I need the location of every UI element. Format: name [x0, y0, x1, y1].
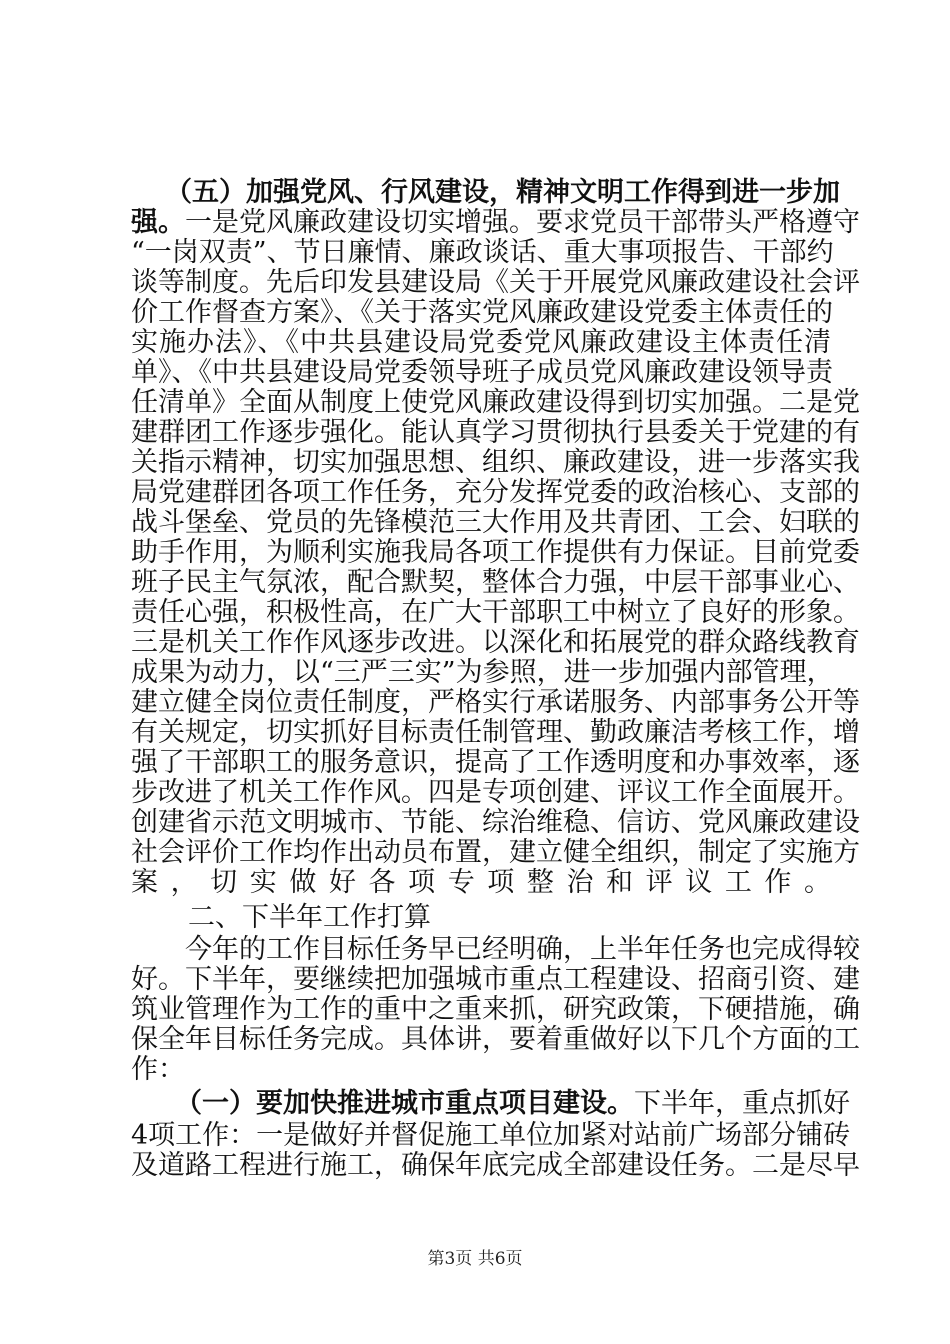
section5-line: 步改进了机关工作作风。四是专项创建、评议工作全面展开。 [131, 777, 860, 808]
item1-heading: （一）要加快推进城市重点项目建设。 [175, 1088, 634, 1119]
intro-line: 筑业管理作为工作的重中之重来抓，研究政策，下硬措施，确 [131, 994, 860, 1025]
page-number-footer: 第3页 共6页 [427, 1249, 523, 1269]
section5-line: 助手作用，为顺利实施我局各项工作提供有力保证。目前党委 [131, 537, 860, 568]
section5-line: 建立健全岗位责任制度，严格实行承诺服务、内部事务公开等 [131, 687, 860, 718]
section5-line: 班子民主气氛浓，配合默契，整体合力强，中层干部事业心、 [131, 567, 860, 598]
section5-text: 一是党风廉政建设切实增强。要求党员干部带头严格遵守 [185, 207, 860, 238]
section5-line: 有关规定，切实抓好目标责任制管理、勤政廉洁考核工作，增 [131, 717, 860, 748]
intro-line: 好。下半年，要继续把加强城市重点工程建设、招商引资、建 [131, 964, 860, 995]
section5-line: 价工作督查方案》、《关于落实党风廉政建设党委主体责任的 [131, 297, 833, 328]
section5-line: 责任心强，积极性高，在广大干部职工中树立了良好的形象。 [131, 597, 860, 628]
item1-first-line [175, 1088, 850, 1119]
item1-line: 4项工作：一是做好并督促施工单位加紧对站前广场部分铺砖 [131, 1120, 851, 1151]
item1-line: 及道路工程进行施工，确保年底完成全部建设任务。二是尽早 [131, 1150, 860, 1181]
section5-line: 任清单》全面从制度上使党风廉政建设得到切实加强。二是党 [131, 387, 860, 418]
item1-text: 下半年，重点抓好 [634, 1088, 850, 1119]
section5-line: 创建省示范文明城市、节能、综治维稳、信访、党风廉政建设 [131, 807, 860, 838]
section5-line: 社会评价工作均作出动员布置，建立健全组织，制定了实施方 [131, 837, 860, 868]
section5-line: 建群团工作逐步强化。能认真学习贯彻执行县委关于党建的有 [131, 417, 860, 448]
section5-line: 强了干部职工的服务意识，提高了工作透明度和办事效率，逐 [131, 747, 860, 778]
intro-line: 作： [131, 1054, 185, 1085]
section5-line [131, 207, 860, 238]
section5-line: 实施办法》、《中共县建设局党委党风廉政建设主体责任清 [131, 327, 831, 358]
section5-line: 单》、《中共县建设局党委领导班子成员党风廉政建设领导责 [131, 357, 833, 388]
section5-line: 局党建群团各项工作任务，充分发挥党委的政治核心、支部的 [131, 477, 860, 508]
section5-line: 战斗堡垒、党员的先锋模范三大作用及共青团、工会、妇联的 [131, 507, 860, 538]
intro-line: 今年的工作目标任务早已经明确，上半年任务也完成得较 [185, 934, 860, 965]
section5-heading: （五）加强党风、行风建设，精神文明工作得到进一步加 [165, 177, 840, 208]
section-heading-2: 二、下半年工作打算 [188, 902, 431, 933]
section5-line: 案，切实做好各项专项整治和评议工作。 [131, 867, 831, 898]
section5-line: 三是机关工作作风逐步改进。以深化和拓展党的群众路线教育 [131, 627, 860, 658]
section5-heading-cont: 强。 [131, 207, 185, 238]
section5-line: 关指示精神，切实加强思想、组织、廉政建设，进一步落实我 [131, 447, 860, 478]
intro-line: 保全年目标任务完成。具体讲，要着重做好以下几个方面的工 [131, 1024, 860, 1055]
section5-line: “一岗双责”、节日廉情、廉政谈话、重大事项报告、干部约 [131, 237, 834, 268]
section5-line: 谈等制度。先后印发县建设局《关于开展党风廉政建设社会评 [131, 267, 860, 298]
section5-line: 成果为动力，以“三严三实”为参照，进一步加强内部管理， [131, 657, 834, 688]
section5-first-line [165, 177, 840, 208]
